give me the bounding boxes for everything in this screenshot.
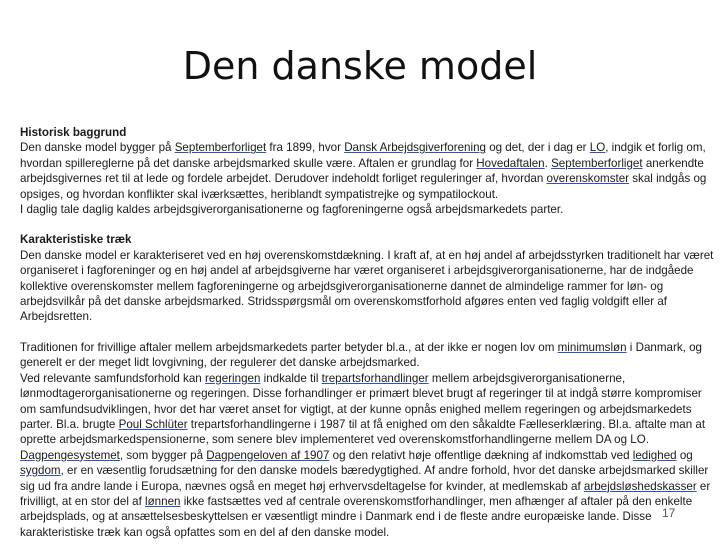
link-regeringen[interactable]: regeringen bbox=[204, 371, 261, 385]
link-loennen[interactable]: lønnen bbox=[145, 494, 181, 508]
link-dagpengesystemet[interactable]: Dagpengesystemet bbox=[20, 448, 120, 462]
text: , indgik et forlig om, hvordan spillereglerne på det danske arbejdsmarked skulle være. Aftalen er grundlag for bbox=[20, 141, 706, 170]
text: Den danske model er karakteriseret ved en høj overenskomstdækning. I kraft af, at en høj andel af arbejdsstyrken traditionelt har været organiseret i fagforeninger og en høj andel af arbejdsgiverne har været organiseret i arbejdsgiverorganisationerne, har de indgåede kollektive overenskomster mellem fagforeningerne og arbejdsgiverorganisationerne dannet de almindelige rammer for løn- og arbejdsvilkår på det danske arbejdsmarked. Stridsspørgsmål om overenskomstforhold afgøres enten ved faglig voldgift eller af Arbejdsretten. bbox=[20, 248, 714, 324]
text: skal indgås og opsiges, og hvordan konflikter skal iværksættes, heriblandt sympatistrejke og sympatilockout. bbox=[20, 172, 707, 201]
link-poul-schlueter[interactable]: Poul Schlüter bbox=[118, 417, 188, 431]
text: Den danske model bygger på bbox=[20, 141, 175, 155]
page-number: 17 bbox=[662, 506, 676, 520]
text: , er en væsentlig forudsætning for den danske models bæredygtighed. Af andre forhold, hvor det danske arbejdsmarked skiller sig ud fra andre lande i Europa, nævnes også en meget høj erhvervsdeltagelse for kvinder, at medlemskab af bbox=[20, 464, 709, 493]
text: Ved relevante samfundsforhold kan bbox=[20, 371, 205, 385]
text: og den relativt høje offentlige dækning af indkomsttab ved bbox=[329, 448, 633, 462]
text: trepartsforhandlingerne i 1987 til at få enighed om den såkaldte Fælleserklæring. Bl.a. aftalte man at oprette arbejdsmarkedspensionerne, som senere blev implementeret ved overenskomstforhandlingerne mellem DA og LO. bbox=[20, 417, 706, 447]
link-minimumsloen[interactable]: minimumsløn bbox=[557, 340, 627, 354]
text: i Danmark, og generelt er der meget lidt lovgivning, der regulerer det danske arbejdsmarked. bbox=[20, 340, 702, 370]
text: indkalde til bbox=[260, 371, 322, 385]
text: anerkendte arbejdsgivernes ret til at lede og fordele arbejdet. Derudover indeholdt forliget reguleringer af, hvordan bbox=[20, 156, 704, 186]
link-dansk-arbejdsgiverforening[interactable]: Dansk Arbejdsgiverforening bbox=[344, 141, 486, 155]
link-arbejdsloeshedskasser[interactable]: arbejdsløshedskasser bbox=[583, 479, 697, 493]
heading-historisk: Historisk baggrund bbox=[20, 126, 127, 139]
text: er frivilligt, at en stor del af bbox=[20, 479, 711, 508]
link-ledighed[interactable]: ledighed bbox=[632, 448, 677, 462]
text: , som bygger på bbox=[119, 448, 207, 462]
section-karakteristiske bbox=[20, 232, 716, 324]
text: og det, der i dag er bbox=[485, 141, 590, 155]
section-traditionen bbox=[20, 340, 716, 540]
document-body bbox=[20, 125, 716, 555]
text: fra 1899, hvor bbox=[266, 141, 345, 155]
text: ikke fastsættes ved af centrale overenskomstforhandlinger, men afhænger af aftaler på den enkelte arbejdsplads, og at ansættelsesbeskyttelsen er væsentligt mindre i Danmark end i de fleste andre europæiske lande. Disse karakteristiske træk kan også opfattes som en del af den danske model. bbox=[20, 494, 693, 539]
link-septemberforliget-2[interactable]: Septemberforliget bbox=[551, 156, 643, 170]
section-historisk bbox=[20, 125, 716, 217]
text: mellem arbejdsgiverorganisationerne, lønmodtagerorganisationerne og regeringen. Disse forhandlinger er primært blevet brugt af regeringer til at indgå større kompromiser om samfundsudviklingen, hvor det har været anset for vigtigt, at der kunne opnås enighed mellem regeringen og arbejdsmarkedets parter. Bl.a. brugte bbox=[20, 371, 702, 431]
link-septemberforliget[interactable]: Septemberforliget bbox=[174, 141, 267, 155]
text: Traditionen for frivillige aftaler mellem arbejdsmarkedets parter betyder bl.a., at der ikke er nogen lov om bbox=[20, 340, 558, 354]
link-lo[interactable]: LO bbox=[589, 141, 606, 155]
link-dagpengeloven[interactable]: Dagpengeloven af 1907 bbox=[206, 448, 330, 462]
page-title: Den danske model bbox=[182, 44, 538, 88]
link-trepartsforhandlinger[interactable]: trepartsforhandlinger bbox=[321, 371, 429, 385]
text: I daglig tale daglig kaldes arbejdsgiverorganisationerne og fagforeningerne også arbejdsmarkedets parter. bbox=[20, 203, 564, 217]
heading-karakteristiske: Karakteristiske træk bbox=[20, 233, 132, 247]
link-sygdom[interactable]: sygdom bbox=[20, 464, 61, 478]
link-overenskomster[interactable]: overenskomster bbox=[546, 172, 630, 186]
text: . bbox=[544, 156, 552, 170]
text: og bbox=[676, 448, 693, 462]
link-hovedaftalen[interactable]: Hovedaftalen bbox=[476, 156, 545, 170]
